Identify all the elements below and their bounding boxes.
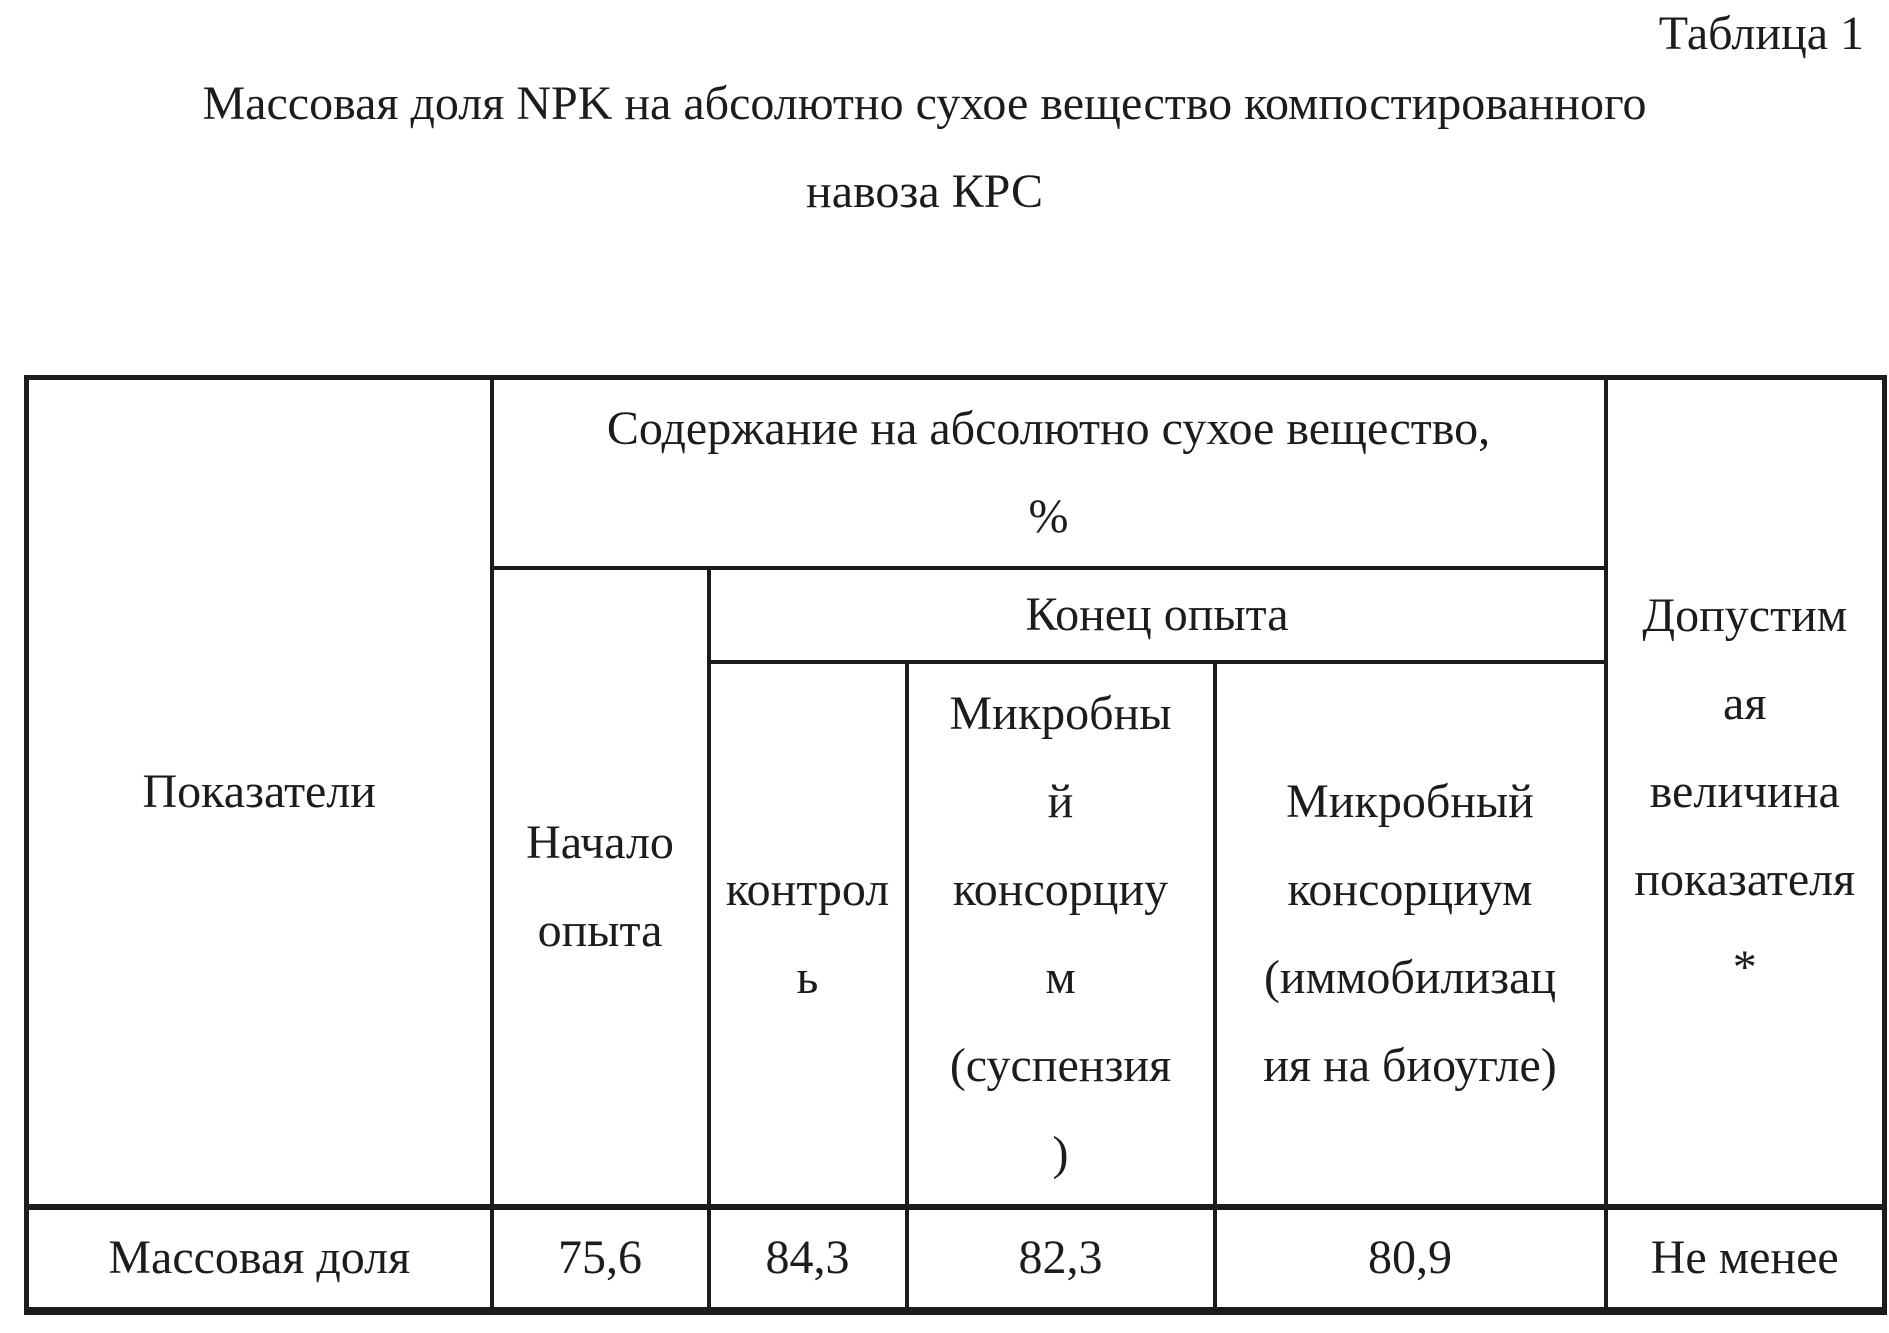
text-line: Начало	[526, 815, 674, 869]
data-value-biochar: 80,9	[1215, 1207, 1606, 1311]
text-line: *	[1732, 940, 1757, 994]
header-content-dry-matter	[492, 378, 1606, 568]
header-allowed-value	[1606, 378, 1885, 1207]
text-line: Допустим	[1642, 588, 1848, 642]
text-line: (суспензия	[949, 1038, 1172, 1092]
text-line: ая	[1723, 676, 1767, 730]
header-experiment-end	[709, 568, 1606, 662]
text-line: ия на биоугле)	[1263, 1038, 1557, 1092]
data-allowed-cell: Не менее	[1606, 1207, 1885, 1311]
title-line: Массовая доля NPK на абсолютно сухое вещество компостированного	[202, 77, 1647, 130]
text-line: Микробны	[949, 686, 1172, 740]
npk-table	[24, 375, 1887, 1315]
text-line: м	[1045, 950, 1076, 1004]
data-value-control: 84,3	[709, 1207, 907, 1311]
text-line: величина	[1649, 764, 1840, 818]
header-microbial-biochar	[1215, 662, 1606, 1207]
text-line: консорциу	[952, 862, 1169, 916]
data-value-start: 75,6	[492, 1207, 709, 1311]
text-line: контрол	[725, 862, 890, 916]
text-line: Конец опыта	[1025, 587, 1289, 641]
text-line: )	[1052, 1126, 1069, 1180]
text-line: показателя	[1634, 852, 1856, 906]
data-value-suspension: 82,3	[907, 1207, 1215, 1311]
header-microbial-suspension	[907, 662, 1215, 1207]
text-line: %	[1028, 489, 1069, 543]
data-label-cell: Массовая доля	[27, 1207, 492, 1311]
text-line: й	[1047, 774, 1074, 828]
header-control	[709, 662, 907, 1207]
document-title	[0, 60, 1849, 236]
header-experiment-start	[492, 568, 709, 1207]
text-line: (иммобилизац	[1263, 950, 1557, 1004]
header-indicators	[27, 378, 492, 1207]
text-line: ь	[796, 950, 819, 1004]
text-line: опыта	[537, 903, 663, 957]
text-line: Показатели	[142, 764, 376, 818]
table-caption: Таблица 1	[1658, 7, 1864, 60]
text-line: Микробный	[1286, 774, 1534, 828]
table-row	[27, 1207, 1885, 1311]
text-line: Содержание на абсолютно сухое вещество,	[606, 401, 1491, 455]
text-line: консорциум	[1287, 862, 1533, 916]
title-line: навоза КРС	[806, 165, 1043, 218]
